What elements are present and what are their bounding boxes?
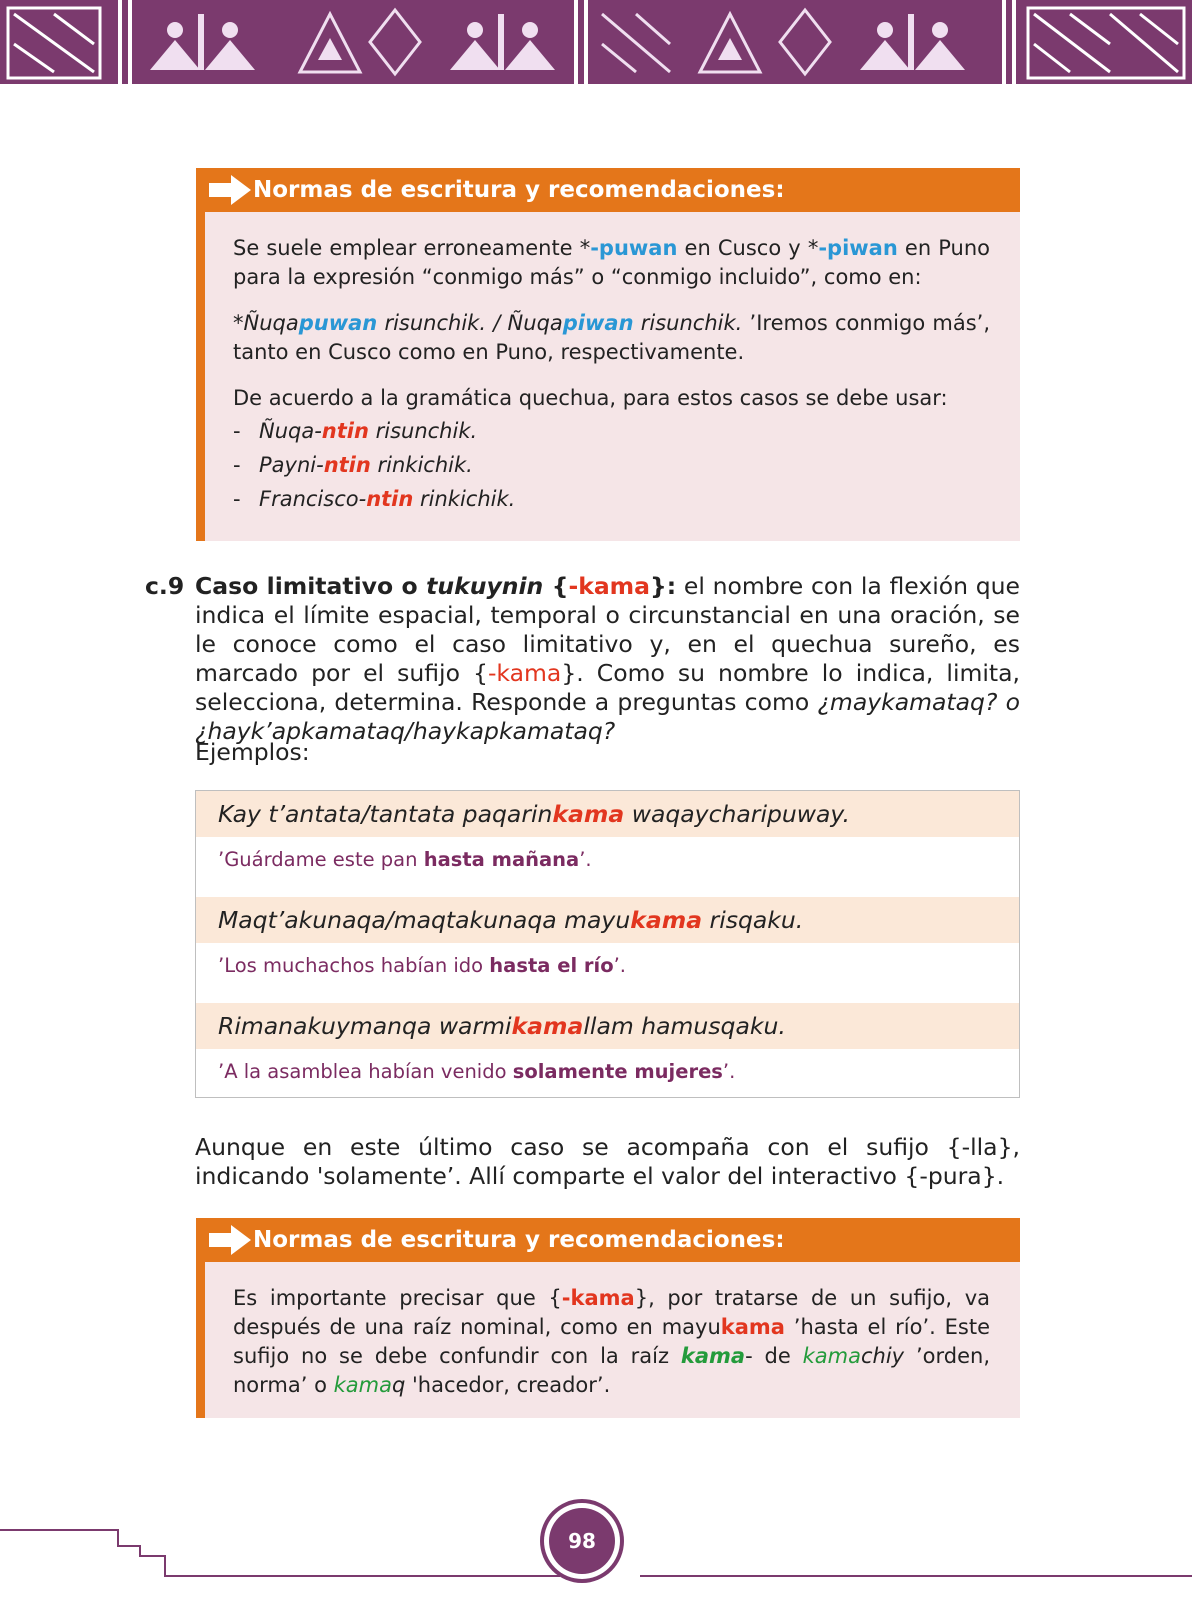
examples-table xyxy=(195,790,1020,1098)
example-quechua-1: Kay t’antata/tantata paqarinkama waqaycharipuway. xyxy=(196,791,1019,837)
callout-1-paragraph-3: De acuerdo a la gramática quechua, para estos casos se debe usar: xyxy=(233,386,948,410)
writing-norms-callout-1 xyxy=(196,168,1020,541)
section-text: Caso limitativo o tukuynin {-kama}: el nombre con la flexión que indica el límite espacial, temporal o circunstancial en una oración, se le conoce como el caso limitativo y, en el quechua sureño, es marcado por el sufijo {-kama}. Como su nombre lo indica, limita, selecciona, determina. Responde a preguntas como ¿maykamataq? o ¿hayk’apkamataq/haykapkamataq? xyxy=(195,572,1021,745)
example-translation-1: ’Guárdame este pan hasta mañana’. xyxy=(218,848,592,871)
callout-1-header xyxy=(205,168,1020,212)
callout-1-body xyxy=(205,212,1020,533)
list-item: - Ñuqa-ntin risunchik. xyxy=(233,417,990,446)
callout-1-paragraph-2: *Ñuqapuwan risunchik. / Ñuqapiwan risunchik. ’Iremos conmigo más’, tanto en Cusco como en Puno, respectivamente. xyxy=(233,311,991,364)
header-pattern-band xyxy=(0,0,1192,84)
example-translation-2: ’Los muchachos habían ido hasta el río’. xyxy=(218,954,627,977)
section-number: c.9 xyxy=(145,572,185,600)
callout-2-body: Es importante precisar que {-kama}, por tratarse de un sufijo, va después de una raíz nominal, como en mayukama ’hasta el río’. Este sufijo no se debe confundir con la raíz kama- de kamachiy ’orden, norma’ o kamaq 'hacedor, creador’. xyxy=(233,1286,990,1397)
section-c9 xyxy=(145,572,1020,746)
list-item: - Francisco-ntin rinkichik. xyxy=(233,485,990,514)
callout-1-paragraph-1: Se suele emplear erroneamente *-puwan en Cusco y *-piwan en Puno para la expresión “conmigo más” o “conmigo incluido”, como en: xyxy=(233,236,990,289)
examples-label: Ejemplos: xyxy=(195,738,310,766)
arrow-right-icon xyxy=(209,175,251,205)
arrow-right-icon xyxy=(209,1225,251,1255)
callout-1-title: Normas de escritura y recomendaciones: xyxy=(253,177,785,203)
example-quechua-3: Rimanakuymanqa warmikamallam hamusqaku. xyxy=(196,1003,1019,1049)
list-item: - Payni-ntin rinkichik. xyxy=(233,451,990,480)
example-quechua-2: Maqt’akunaqa/maqtakunaqa mayukama risqaku. xyxy=(196,897,1019,943)
example-translation-3: ’A la asamblea habían venido solamente mujeres’. xyxy=(218,1060,736,1083)
andean-textile-pattern-icon xyxy=(0,0,1192,84)
callout-2-title: Normas de escritura y recomendaciones: xyxy=(253,1227,785,1253)
callout-2-header xyxy=(205,1218,1020,1262)
writing-norms-callout-2 xyxy=(196,1218,1020,1418)
page-number: 98 xyxy=(549,1508,615,1574)
callout-1-list xyxy=(233,417,990,514)
explanation-paragraph: Aunque en este último caso se acompaña con el sufijo {-lla}, indicando 'solamente’. Allí comparte el valor del interactivo {-pura}. xyxy=(195,1133,1020,1190)
